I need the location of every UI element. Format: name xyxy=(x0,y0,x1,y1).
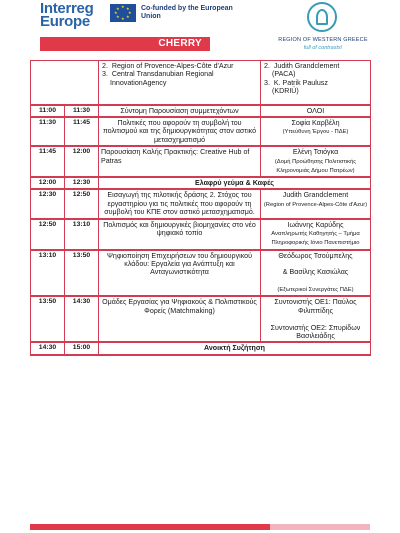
agenda-row xyxy=(31,342,371,354)
agenda-row xyxy=(31,117,371,146)
project-name: CHERRY xyxy=(158,38,202,49)
session-speaker: Σοφία Καρβέλη (Υπεύθυνη Έργου - ΠΔΕ) xyxy=(261,117,371,146)
session-speaker: Θεόδωρος Τσούμπελης & Βασίλης Κασιώλας (Εξωτερικοί Συνεργάτες ΠΔΕ) xyxy=(261,250,371,297)
session-title: Ψηφιοποίηση Επιχειρήσεων του δημιουργικού κλάδου: Εργαλεία για Ανάπτυξη και Ανταγωνιστικότητα xyxy=(99,250,261,297)
footer-bar xyxy=(30,524,370,530)
start-time: 13:50 xyxy=(31,296,65,342)
speaker-affiliation: (Region of Provence-Alpes-Côte d'Azur) xyxy=(263,201,368,208)
agenda-row-break xyxy=(31,177,371,189)
region-western-greece-logo-icon xyxy=(307,2,337,32)
session-speaker: Συντονιστής ΟΕ1: Παύλος Φιλιππίδης Συντονιστής ΟΕ2: Σπυρίδων Βασιλειάδης xyxy=(261,296,371,342)
end-time: 14:30 xyxy=(65,296,99,342)
agenda-row xyxy=(31,296,371,342)
list-item: 2. Judith Grandclement (PACA) xyxy=(264,62,340,79)
cofunded-eu-text: Co-funded by the European Union xyxy=(141,5,233,20)
agenda-row xyxy=(31,219,371,250)
session-title: Πολιτικές που αφορούν τη συμβολή του πολιτισμού και της δημιουργικότητας στον αστικό μετασχηματισμό xyxy=(99,117,261,146)
list-item: 3. Central Transdanubian Regional InnovationAgency xyxy=(102,70,214,87)
list-item: 2. Region of Provence-Alpes-Côte d'Azur xyxy=(102,62,234,70)
speaker-affiliation: (Υπεύθυνη Έργου - ΠΔΕ) xyxy=(282,129,349,136)
start-time: 11:30 xyxy=(31,117,65,146)
start-time: 12:50 xyxy=(31,219,65,250)
start-time: 13:10 xyxy=(31,250,65,297)
start-time: 12:30 xyxy=(31,189,65,218)
eu-flag-icon: ★ ★ ★ ★ ★ ★ ★ ★ xyxy=(110,4,136,22)
region-slogan: full of contrasts! xyxy=(303,45,343,51)
region-name: REGION OF WESTERN GREECE xyxy=(278,37,368,43)
end-time: 12:00 xyxy=(65,146,99,177)
session-speaker: Ιωάννης Καρύδης Αναπληρωτής Καθηγητής – Τμήμα Πληροφορικής Ιόνιο Πανεπιστήμιο xyxy=(261,219,371,250)
session-title: Ανοικτή Συζήτηση xyxy=(99,342,371,354)
page-header xyxy=(0,0,400,60)
session-title: Ομάδες Εργασίας για Ψηφιακούς & Πολιτιστικούς Φορείς (Matchmaking) xyxy=(99,296,261,342)
end-time: 13:10 xyxy=(65,219,99,250)
project-banner xyxy=(40,37,210,51)
end-time: 12:30 xyxy=(65,177,99,189)
session-title: Πολιτισμός και δημιουργικές βιομηχανίες στο νέο ψηφιακό τοπίο xyxy=(99,219,261,250)
session-speaker: Ελένη Τσιόγκα (Δομή Προώθησης Πολιτιστικής Κληρονομιάς Δήμου Πατρέων) xyxy=(261,146,371,177)
agenda-row xyxy=(31,146,371,177)
session-title: Παρουσίαση Καλής Πρακτικής: Creative Hub of Patras xyxy=(99,146,261,177)
organisation-list xyxy=(101,62,258,87)
session-speaker: ΟΛΟΙ xyxy=(261,105,371,117)
start-time: 14:30 xyxy=(31,342,65,354)
session-speaker: Judith Grandclement (Region of Provence-Alpes-Côte d'Azur) xyxy=(261,189,371,218)
speaker-affiliation: (Εξωτερικοί Συνεργάτες ΠΔΕ) xyxy=(277,287,354,294)
speaker-affiliation: (Δομή Προώθησης Πολιτιστικής Κληρονομιάς Δήμου Πατρέων) xyxy=(274,158,357,174)
end-time: 15:00 xyxy=(65,342,99,354)
agenda-row-continued xyxy=(31,61,371,105)
start-time: 11:45 xyxy=(31,146,65,177)
session-title: Ελαφρύ γεύμα & Καφές xyxy=(99,177,371,189)
start-time: 11:00 xyxy=(31,105,65,117)
agenda-row xyxy=(31,105,371,117)
agenda-row xyxy=(31,250,371,297)
start-time: 12:00 xyxy=(31,177,65,189)
agenda-table xyxy=(30,60,371,356)
speaker-affiliation: Αναπληρωτής Καθηγητής – Τμήμα Πληροφορικής Ιόνιο Πανεπιστήμιο xyxy=(271,231,360,247)
end-time: 13:50 xyxy=(65,250,99,297)
list-item: 3. K. Patrik Paulusz (KDRIÜ) xyxy=(264,78,328,96)
speaker-list xyxy=(263,62,368,96)
agenda-row xyxy=(31,189,371,218)
session-title: Εισαγωγή της πιλοτικής δράσης 2. Στόχος του εργαστηρίου για τις πολιτικές που αφορούν τη συμβολή του ΚΠΕ στον αστικό μετασχηματισμό. xyxy=(99,189,261,218)
end-time: 11:45 xyxy=(65,117,99,146)
session-title: Σύντομη Παρουσίαση συμμετεχόντων xyxy=(99,105,261,117)
end-time: 11:30 xyxy=(65,105,99,117)
interreg-europe-logo: Interreg Europe xyxy=(40,0,94,30)
end-time: 12:50 xyxy=(65,189,99,218)
